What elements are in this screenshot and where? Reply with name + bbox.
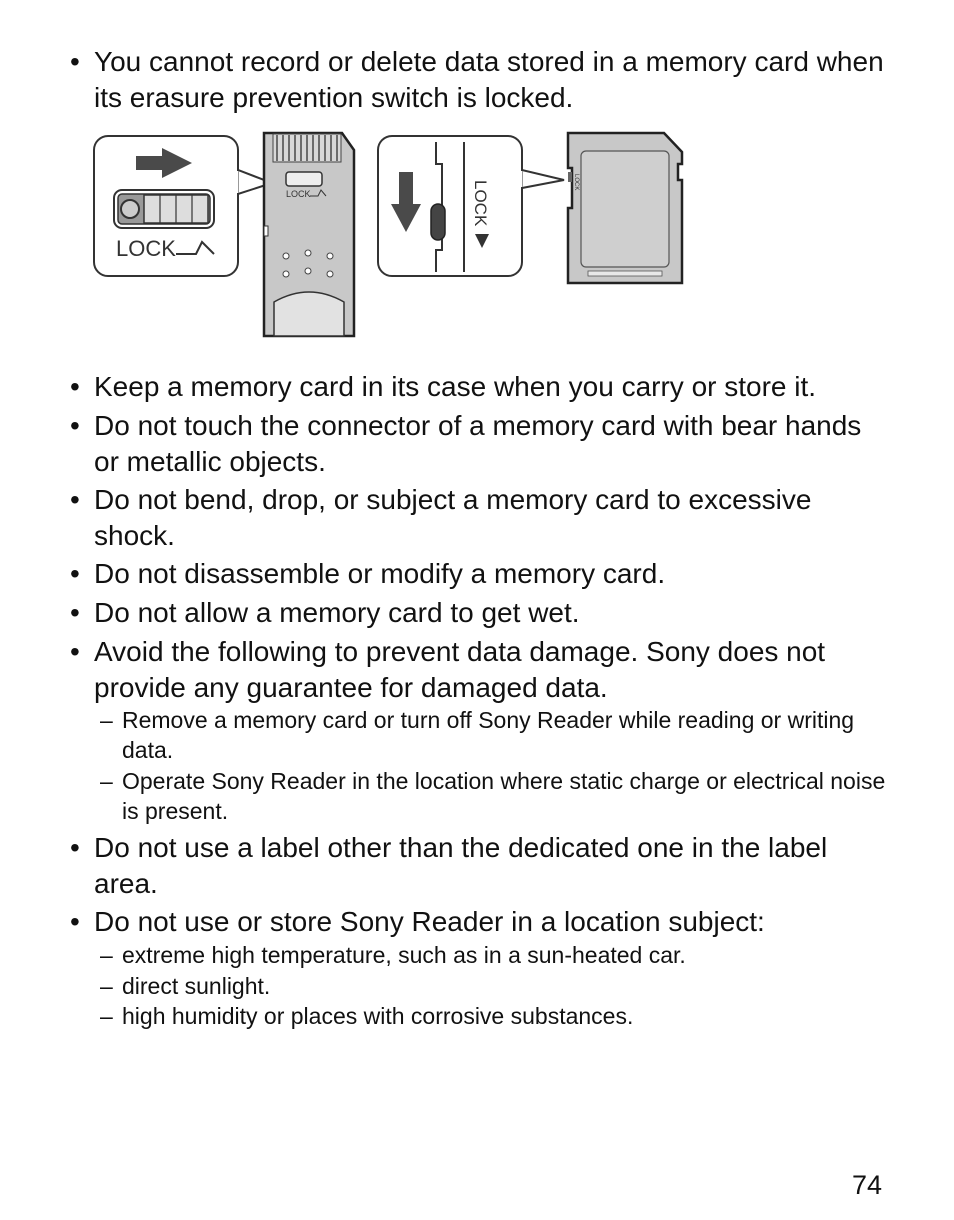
bullet-text: Do not allow a memory card to get wet. xyxy=(94,597,580,628)
sub-item-text: Operate Sony Reader in the location where static charge or electrical noise is present. xyxy=(122,768,886,824)
bullet-item xyxy=(70,482,890,554)
bullet-item xyxy=(70,595,890,631)
dash-glyph: – xyxy=(100,942,113,968)
sub-item xyxy=(100,971,890,1001)
lock-label: LOCK xyxy=(116,236,176,261)
bullet-item xyxy=(70,408,890,480)
page-number: 74 xyxy=(851,1170,882,1200)
bullet-text: Do not bend, drop, or subject a memory card to excessive shock. xyxy=(94,484,812,551)
sub-item xyxy=(100,1001,890,1031)
bullet-text: Do not touch the connector of a memory card with bear hands or metallic objects. xyxy=(94,410,862,477)
bullet-text: Do not use a label other than the dedicated one in the label area. xyxy=(94,832,828,899)
sub-item xyxy=(100,766,890,826)
bullet-glyph: • xyxy=(70,597,80,628)
lock-label-small: LOCK xyxy=(573,174,579,191)
sub-item-text: Remove a memory card or turn off Sony Reader while reading or writing data. xyxy=(122,707,855,763)
sd-card-lock-zoom xyxy=(378,136,564,276)
sub-item xyxy=(100,705,890,765)
bullet-text: Do not disassemble or modify a memory card. xyxy=(94,558,666,589)
memory-card-lock-illustration xyxy=(90,128,690,340)
bullet-item xyxy=(70,556,890,592)
bullet-glyph: • xyxy=(70,371,80,402)
bullet-item xyxy=(70,44,890,116)
bullet-glyph: • xyxy=(70,636,80,667)
lock-label-small: LOCK xyxy=(286,189,311,199)
dash-glyph: – xyxy=(100,768,113,794)
bullet-glyph: • xyxy=(70,558,80,589)
bullet-glyph: • xyxy=(70,484,80,515)
sub-item-text: direct sunlight. xyxy=(122,973,271,999)
dash-glyph: – xyxy=(100,707,113,733)
dash-glyph: – xyxy=(100,973,113,999)
bullet-glyph: • xyxy=(70,832,80,863)
sub-item-text: extreme high temperature, such as in a sun-heated car. xyxy=(122,942,686,968)
bullet-text: Keep a memory card in its case when you carry or store it. xyxy=(94,371,817,402)
sub-item xyxy=(100,940,890,970)
sub-item-text: high humidity or places with corrosive substances. xyxy=(122,1003,634,1029)
bullet-item xyxy=(70,830,890,902)
bullet-glyph: • xyxy=(70,46,80,77)
bullet-text: Avoid the following to prevent data damage. Sony does not provide any guarantee for damaged data. xyxy=(94,636,826,703)
bullet-glyph: • xyxy=(70,410,80,441)
dash-glyph: – xyxy=(100,1003,113,1029)
bullet-text: Do not use or store Sony Reader in a location subject: xyxy=(94,906,765,937)
bullet-item xyxy=(70,904,890,940)
bullet-item xyxy=(70,369,890,405)
bullet-item xyxy=(70,634,890,706)
memory-stick-card xyxy=(264,133,354,336)
lock-label: LOCK xyxy=(471,180,490,227)
bullet-glyph: • xyxy=(70,906,80,937)
sd-card xyxy=(568,133,682,283)
bullet-text: You cannot record or delete data stored in a memory card when its erasure prevention switch is locked. xyxy=(94,46,884,113)
memory-stick-lock-zoom xyxy=(94,136,272,276)
